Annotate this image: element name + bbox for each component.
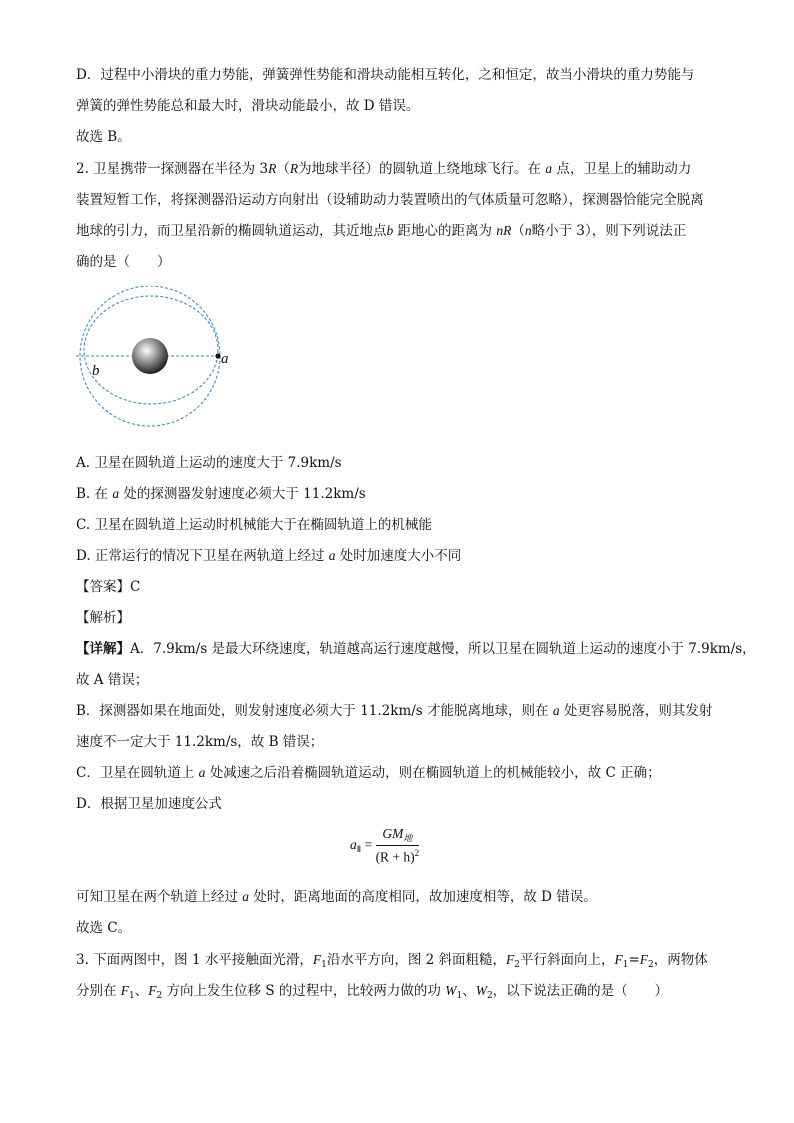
q2-stem-line2: 装置短暂工作，将探测器沿运动方向射出（设辅助动力装置喷出的气体质量可忽略），探测器恰能完全脱离 (76, 192, 704, 208)
q2-option-d: D. 正常运行的情况下卫星在两轨道上经过 a 处时加速度大小不同 (76, 548, 462, 564)
q2-stem-line4: 确的是（ ） (76, 254, 171, 270)
q2-answer: 【答案】C (76, 579, 141, 595)
point-a (215, 353, 220, 358)
q2-explain-line1: 【详解】A．7.9km/s 是最大环绕速度，轨道越高运行速度越慢，所以卫星在圆轨道上运动的速度小于 7.9km/s， (76, 641, 756, 657)
prev-d-line1: D．过程中小滑块的重力势能，弹簧弹性势能和滑块动能相互转化，之和恒定，故当小滑块的重力势能与 (76, 67, 695, 83)
q2-explain-line3: B．探测器如果在地面处，则发射速度必须大于 11.2km/s 才能脱离地球，则在 a 处更容易脱落，则其发射 (76, 703, 713, 719)
q2-analysis: 【解析】 (76, 610, 130, 626)
q3-stem-line1: 3. 下面两图中，图 1 水平接触面光滑，$F_1$沿水平方向，图 2 斜面粗糙，$F_2$平行斜面向上，$F_1=F_2$，两物体 (76, 952, 708, 970)
q3-stem-line2: 分别在 $F_1$、$F_2$ 方向上发生位移 S 的过程中，比较两力做的功 $W_1$、$W_2$，以下说法正确的是（ ） (76, 983, 669, 1001)
q2-explain-line2: 故 A 错误； (76, 672, 149, 688)
acceleration-formula: $a_Ⅱ$ = $\frac{GM_地}{(R + h)^2}$ (350, 826, 420, 865)
q2-option-c: C. 卫星在圆轨道上运动时机械能大于在椭圆轨道上的机械能 (76, 517, 432, 533)
q2-explain-line5: C．卫星在圆轨道上 a 处减速之后沿着椭圆轨道运动，则在椭圆轨道上的机械能较小，故 C 正确； (76, 765, 661, 781)
q2-option-a: A. 卫星在圆轨道上运动的速度大于 7.9km/s (76, 455, 342, 471)
q2-explain-line7: 可知卫星在两个轨道上经过 a 处时，距离地面的高度相同，故加速度相等，故 D 错误。 (76, 889, 597, 905)
q2-stem-line3: 地球的引力，而卫星沿新的椭圆轨道运动，其近地点b 距地心的距离为 nR（n略小于 3），则下列说法正 (76, 223, 687, 239)
q2-explain-line6: D．根据卫星加速度公式 (76, 796, 222, 812)
earth (132, 338, 168, 374)
label-a: a (221, 351, 229, 367)
q2-explain-line4: 速度不一定大于 11.2km/s，故 B 错误； (76, 734, 324, 750)
prev-choose: 故选 B。 (76, 129, 131, 145)
q2-option-b: B. 在 a 处的探测器发射速度必须大于 11.2km/s (76, 486, 366, 502)
label-b: b (92, 363, 100, 379)
q2-stem-line1: 2. 卫星携带一探测器在半径为 3R（R为地球半径）的圆轨道上绕地球飞行。在 a 点，卫星上的辅助动力 (76, 161, 692, 177)
orbit-figure (70, 286, 250, 436)
q2-choose: 故选 C。 (76, 920, 132, 936)
prev-d-line2: 弹簧的弹性势能总和最大时，滑块动能最小，故 D 错误。 (76, 98, 420, 114)
